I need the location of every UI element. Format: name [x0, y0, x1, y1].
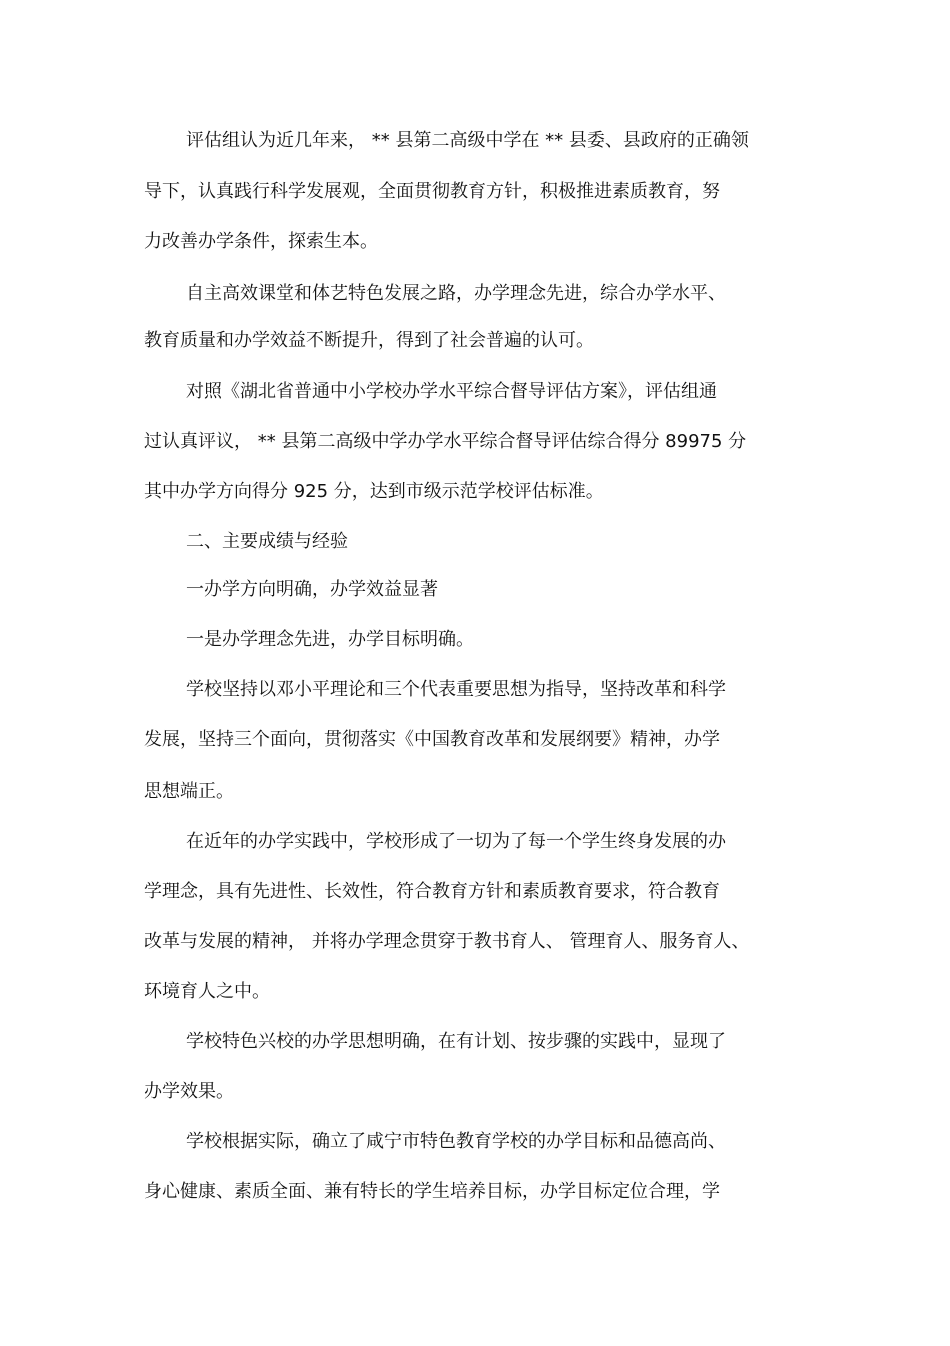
- text-line: 导下，认真践行科学发展观，全面贯彻教育方针，积极推进素质教育，努: [144, 181, 720, 202]
- text-line: 过认真评议， ** 县第二高级中学办学水平综合督导评估综合得分 89975 分: [144, 431, 747, 452]
- text-line: 环境育人之中。: [144, 981, 270, 1002]
- section-heading: 二、主要成绩与经验: [186, 531, 348, 552]
- subsection-heading: 一办学方向明确，办学效益显著: [186, 579, 438, 600]
- text-line: 改革与发展的精神， 并将办学理念贯穿于教书育人、 管理育人、服务育人、: [144, 931, 750, 952]
- text-line: 学理念，具有先进性、长效性，符合教育方针和素质教育要求，符合教育: [144, 881, 720, 902]
- text-line: 教育质量和办学效益不断提升，得到了社会普遍的认可。: [144, 330, 594, 351]
- text-line: 其中办学方向得分 925 分，达到市级示范学校评估标准。: [144, 481, 604, 502]
- text-line: 思想端正。: [144, 781, 234, 802]
- text-line: 评估组认为近几年来， ** 县第二高级中学在 ** 县委、县政府的正确领: [186, 130, 749, 151]
- text-line: 学校特色兴校的办学思想明确，在有计划、按步骤的实践中，显现了: [186, 1031, 726, 1052]
- text-line: 自主高效课堂和体艺特色发展之路，办学理念先进，综合办学水平、: [186, 283, 726, 304]
- text-line: 身心健康、素质全面、兼有特长的学生培养目标，办学目标定位合理，学: [144, 1181, 720, 1202]
- text-line: 发展，坚持三个面向，贯彻落实《中国教育改革和发展纲要》精神，办学: [144, 729, 720, 750]
- text-line: 在近年的办学实践中，学校形成了一切为了每一个学生终身发展的办: [186, 831, 726, 852]
- text-line: 办学效果。: [144, 1081, 234, 1102]
- text-line: 对照《湖北省普通中小学校办学水平综合督导评估方案》，评估组通: [186, 381, 717, 402]
- text-line: 力改善办学条件，探索生本。: [144, 231, 378, 252]
- text-line: 一是办学理念先进，办学目标明确。: [186, 629, 474, 650]
- text-line: 学校坚持以邓小平理论和三个代表重要思想为指导，坚持改革和科学: [186, 679, 726, 700]
- text-line: 学校根据实际，确立了咸宁市特色教育学校的办学目标和品德高尚、: [186, 1131, 726, 1152]
